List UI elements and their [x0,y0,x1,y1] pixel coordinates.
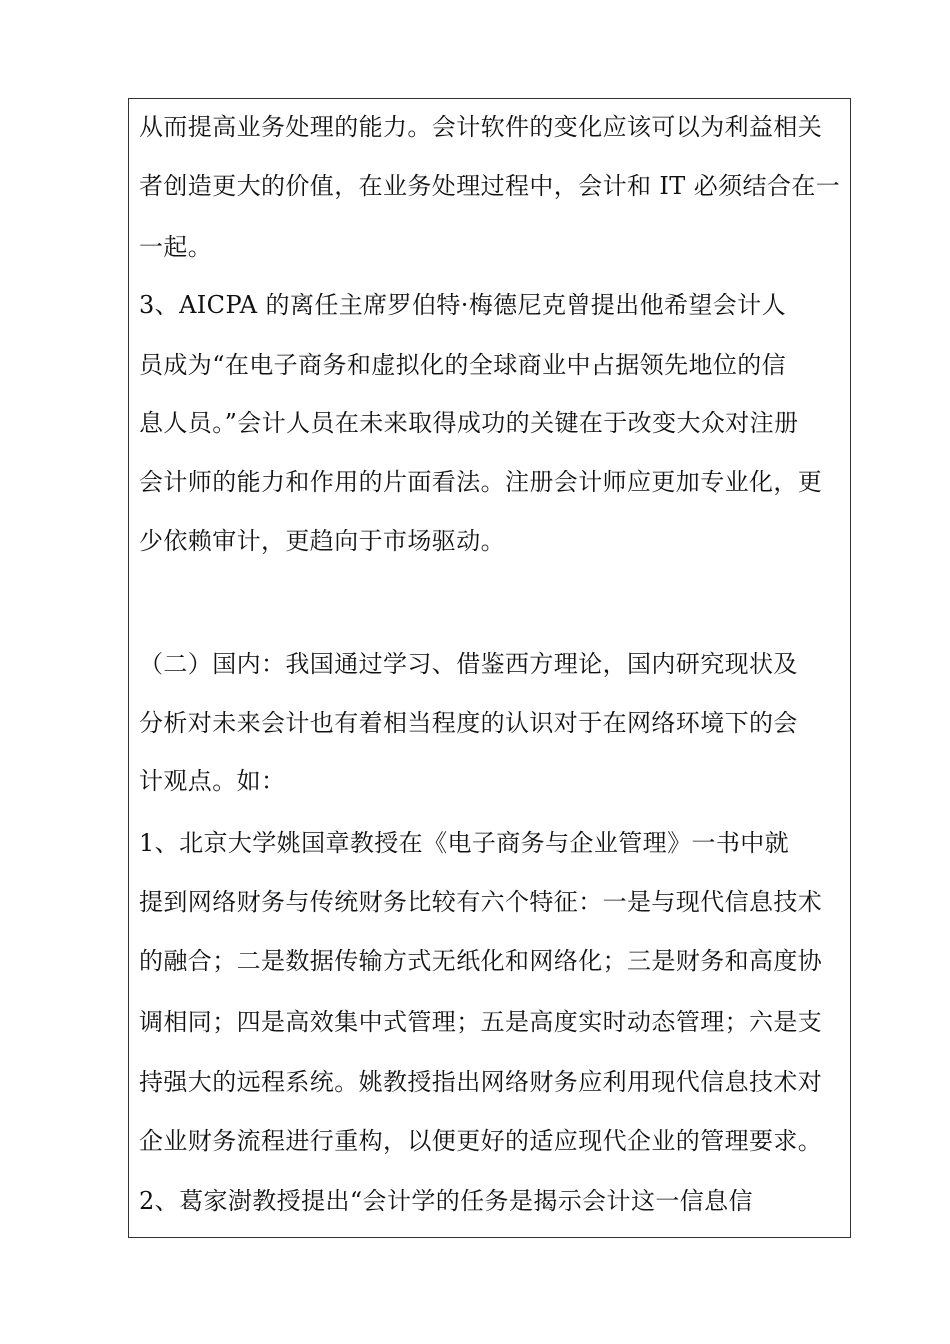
text-line: 1、北京大学姚国章教授在《电子商务与企业管理》一书中就 [139,829,790,857]
text-line: 员成为“在电子商务和虚拟化的全球商业中占据领先地位的信 [139,351,787,379]
text-line: 者创造更大的价值，在业务处理过程中，会计和 IT 必须结合在一 [139,172,841,200]
text-line: 息人员。”会计人员在未来取得成功的关键在于改变大众对注册 [139,409,799,437]
text-line: 2、葛家澍教授提出“会计学的任务是揭示会计这一信息信 [139,1187,753,1215]
text-line: 提到网络财务与传统财务比较有六个特征：一是与现代信息技术 [139,888,823,916]
text-line: 的融合；二是数据传输方式无纸化和网络化；三是财务和高度协 [139,947,823,975]
text-line: 少依赖审计，更趋向于市场驱动。 [139,527,505,555]
text-line: 持强大的远程系统。姚教授指出网络财务应利用现代信息技术对 [139,1068,823,1096]
text-line: （二）国内：我国通过学习、借鉴西方理论，国内研究现状及 [139,650,798,678]
text-line: 会计师的能力和作用的片面看法。注册会计师应更加专业化，更 [139,468,823,496]
text-line: 调相同；四是高效集中式管理；五是高度实时动态管理；六是支 [139,1008,823,1036]
text-line: 从而提高业务处理的能力。会计软件的变化应该可以为利益相关 [139,113,823,141]
text-line: 计观点。如： [139,767,286,795]
text-line: 一起。 [139,233,213,261]
text-line: 企业财务流程进行重构，以便更好的适应现代企业的管理要求。 [139,1127,823,1155]
text-line: 分析对未来会计也有着相当程度的认识对于在网络环境下的会 [139,709,798,737]
text-line: 3、AICPA 的离任主席罗伯特·梅德尼克曾提出他希望会计人 [139,291,786,319]
